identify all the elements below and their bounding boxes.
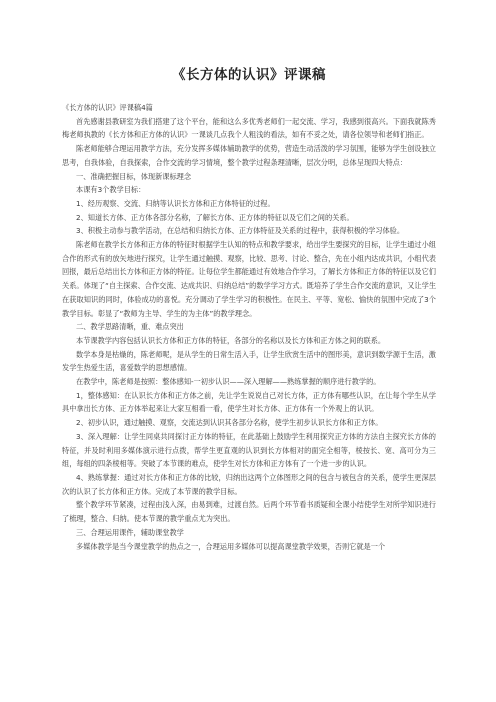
body-paragraph: 本课有3个教学目标： <box>76 185 146 195</box>
body-paragraph: 1、经历观察、交流、归纳等认识长方体和正方体特征的过程。 <box>76 198 275 208</box>
body-paragraph: 首先感谢县教研室为我们搭建了这个平台，能和这么多优秀老师们一起交流、学习，我感到很高兴。下面我就陈秀梅老师执教的《长方体和正方体的认识》一课谈几点我个人粗浅的看法，如有不妥之处，请各位领导和老师们指正。 <box>62 116 436 140</box>
body-paragraph: 3、积极主动参与教学活动，在总结和归纳长方体、正方体特征及关系的过程中，获得积极的学习体验。 <box>76 226 405 236</box>
body-paragraph: 1，整体感知：在认识长方体和正方体之前，先让学生说说自己对长方体，正方体有哪些认识，在让每个学生从学具中拿出长方体、正方体举起来让大家互相看一看，使学生对长方体、正方体有一个外观上的认识。 <box>62 390 436 414</box>
subtitle-paragraph: 《长方体的认识》评课稿4篇 <box>62 103 153 112</box>
body-paragraph: 3、深入理解：让学生同桌共同探讨正方体的特征，在此基础上鼓励学生利用探究正方体的方法自主探究长方体的特征，并及时利用多媒体演示进行点拨，帮学生更直观的认识到长方体相对的面完全相等，棱按长、宽、高可分为三组，每组的四条棱相等。突破了本节课的难点，使学生对长方体和正方体有了一个进一步的认识。 <box>62 431 436 469</box>
body-paragraph: 4、熟练掌握：通过对长方体和正方体的比较，归纳出这两个立体图形之间的包含与被包含的关系，使学生更深层次的认识了长方体和正方体。完成了本节课的教学目标。 <box>62 472 436 496</box>
body-paragraph: 多媒体教学是当今课堂教学的热点之一，合理运用多媒体可以提高课堂教学效果，否则它就是一个 <box>76 541 386 551</box>
body-paragraph: 二、教学思路清晰，重、难点突出 <box>76 322 184 332</box>
body-paragraph: 三、合理运用课件，辅助课堂教学 <box>76 527 184 537</box>
body-paragraph: 一、准确把握目标，体现新课标理念 <box>76 171 192 181</box>
document-body <box>62 101 436 553</box>
body-paragraph: 本节课教学内容包括认识长方体和正方体的特征，各部分的名称以及长方体和正方体之间的联系。 <box>76 335 386 345</box>
body-paragraph: 数学本身是枯燥的，陈老师呢，是从学生的日常生活入手，让学生欣赏生活中的图形美，意识到数学源于生活，激发学生热爱生活，喜爱数学的思想感情。 <box>62 349 436 373</box>
body-paragraph: 2、知道长方体、正方体各部分名称，了解长方体、正方体的特征以及它们之间的关系。 <box>76 212 354 222</box>
body-paragraph: 2、初步认识，通过触摸、观察，交流达到认识其各部分名称，使学生初步认识长方体和正方体。 <box>76 418 383 428</box>
body-paragraph: 陈老师能够合理运用教学方法，充分发挥多媒体辅助教学的优势，营造生动活泼的学习氛围，能够为学生创设独立思考，自我体验，自我探索，合作交流的学习情境，整个教学过程条理清晰，层次分明，总体呈现四大特点： <box>62 144 436 167</box>
body-paragraph: 陈老师在教学长方体和正方体的特征时根据学生认知的特点和教学要求，给出学生要探究的目标，让学生通过小组合作的形式有的放矢地进行探究，让学生通过触摸、观察，比较、思考、讨论、整合，先在小组内达成共识，小组代表回报，最后总结出长方体和正方体的特征。让每位学生都能通过有效地合作学习，了解长方体和正方体的特征以及它们关系。体现了“自主探索、合作交流、达成共识、归纳总结”的数学学习方式。既培养了学生合作交流的意识，又让学生在获取知识的同时，体验成功的喜悦。充分调动了学生学习的积极性。在民主、平等、宽松、愉快的氛围中完成了3个教学目标。彰显了“教师为主导、学生的为主体”的教学理念。 <box>62 240 437 318</box>
page-title: 《长方体的认识》评课稿 <box>172 67 326 83</box>
body-paragraph: 在教学中，陈老师是按照：整体感知-一初步认识——深入理解——熟练掌握的顺序进行教学的。 <box>76 377 381 387</box>
body-paragraph: 整个教学环节紧凑，过程由浅入深，由易到难，过渡自然。后两个环节看书质疑和全课小结使学生对所学知识进行了梳理，整合、归纳。使本节课的教学重点尤为突出。 <box>62 500 436 524</box>
